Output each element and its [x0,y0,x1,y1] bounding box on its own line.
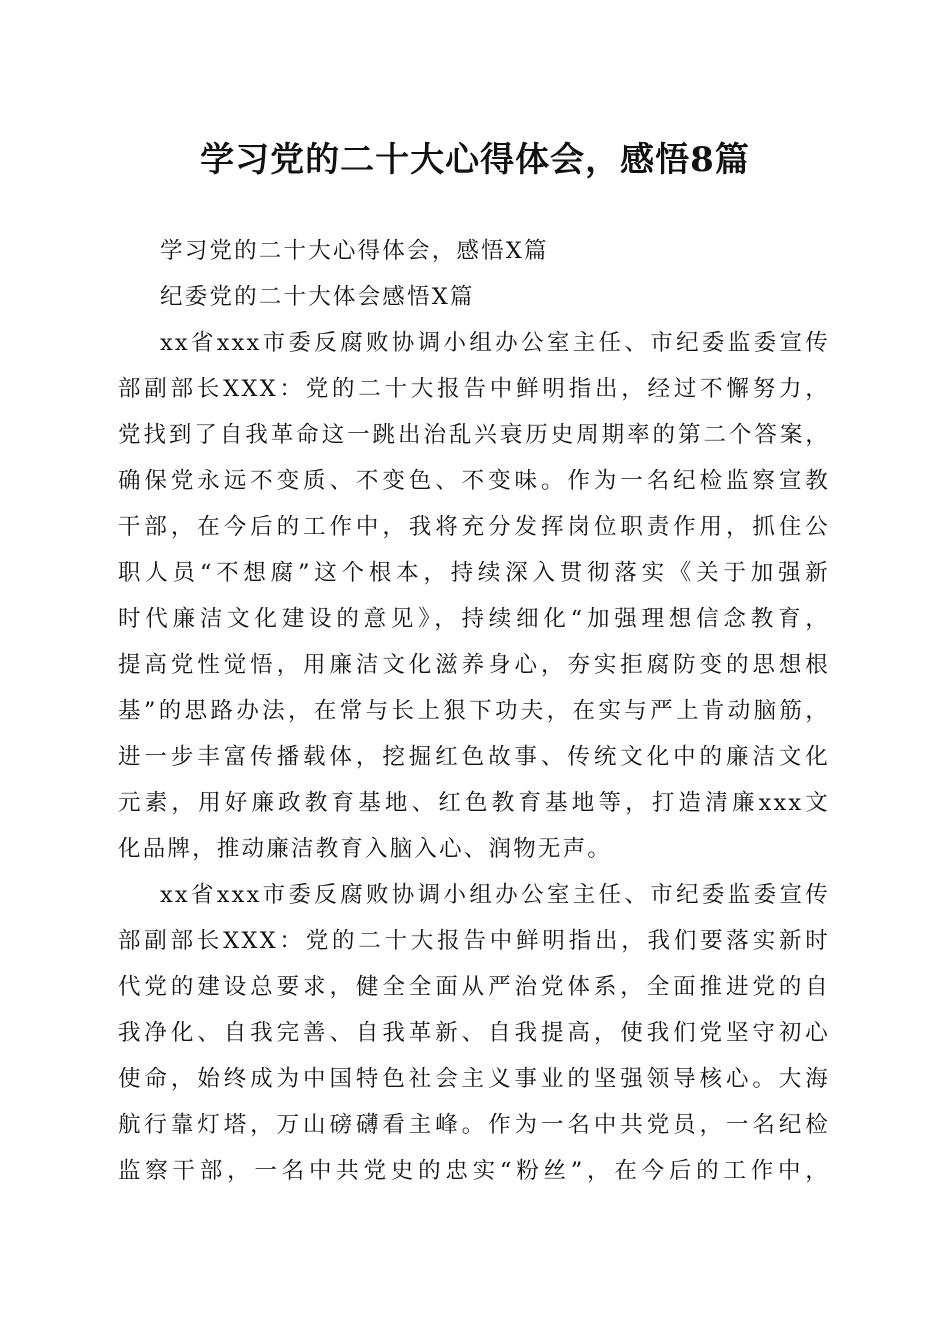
paragraph-1-line: 党找到了自我革命这一跳出治乱兴衰历史周期率的第二个答案， [118,422,830,448]
paragraph-1-line: 基”的思路办法，在常与长上狠下功夫，在实与严上肯动脑筋， [118,698,830,724]
paragraph-2-line: 航行靠灯塔，万山磅礴看主峰。作为一名中共党员，一名纪检 [118,1112,830,1138]
paragraph-1-line: 元素，用好廉政教育基地、红色教育基地等，打造清廉xxx文 [118,790,830,816]
paragraph-1-line: xx省xxx市委反腐败协调小组办公室主任、市纪委监委宣传 [160,330,830,356]
paragraph-1-line: 确保党永远不变质、不变色、不变味。作为一名纪检监察宣教 [118,468,830,494]
paragraph-2-line: 我净化、自我完善、自我革新、自我提高，使我们党坚守初心 [118,1020,830,1046]
document-title: 学习党的二十大心得体会，感悟8篇 [200,140,750,180]
paragraph-2-line: 监察干部，一名中共党史的忠实“粉丝”，在今后的工作中， [118,1158,830,1184]
paragraph-1-line: 进一步丰富传播载体，挖掘红色故事、传统文化中的廉洁文化 [118,744,830,770]
paragraph-1-line: 职人员“不想腐”这个根本，持续深入贯彻落实《关于加强新 [118,560,830,586]
document-body [118,228,830,1194]
paragraph-2-line: 使命，始终成为中国特色社会主义事业的坚强领导核心。大海 [118,1066,830,1092]
paragraph-2-line: 部副部长XXX：党的二十大报告中鲜明指出，我们要落实新时 [118,928,830,954]
subtitle-line-1: 学习党的二十大心得体会，感悟X篇 [160,238,549,264]
paragraph-1-line: 提高党性觉悟，用廉洁文化滋养身心，夯实拒腐防变的思想根 [118,652,830,678]
subtitle-line-2: 纪委党的二十大体会感悟X篇 [160,284,475,310]
paragraph-1-line: 化品牌，推动廉洁教育入脑入心、润物无声。 [118,836,613,862]
paragraph-1-line: 干部，在今后的工作中，我将充分发挥岗位职责作用，抓住公 [118,514,830,540]
paragraph-1-line: 部副部长XXX：党的二十大报告中鲜明指出，经过不懈努力， [118,376,830,402]
paragraph-1-line: 时代廉洁文化建设的意见》，持续细化“加强理想信念教育， [118,606,830,632]
paragraph-2-line: 代党的建设总要求，健全全面从严治党体系，全面推进党的自 [118,974,830,1000]
paragraph-2-line: xx省xxx市委反腐败协调小组办公室主任、市纪委监委宣传 [160,882,830,908]
